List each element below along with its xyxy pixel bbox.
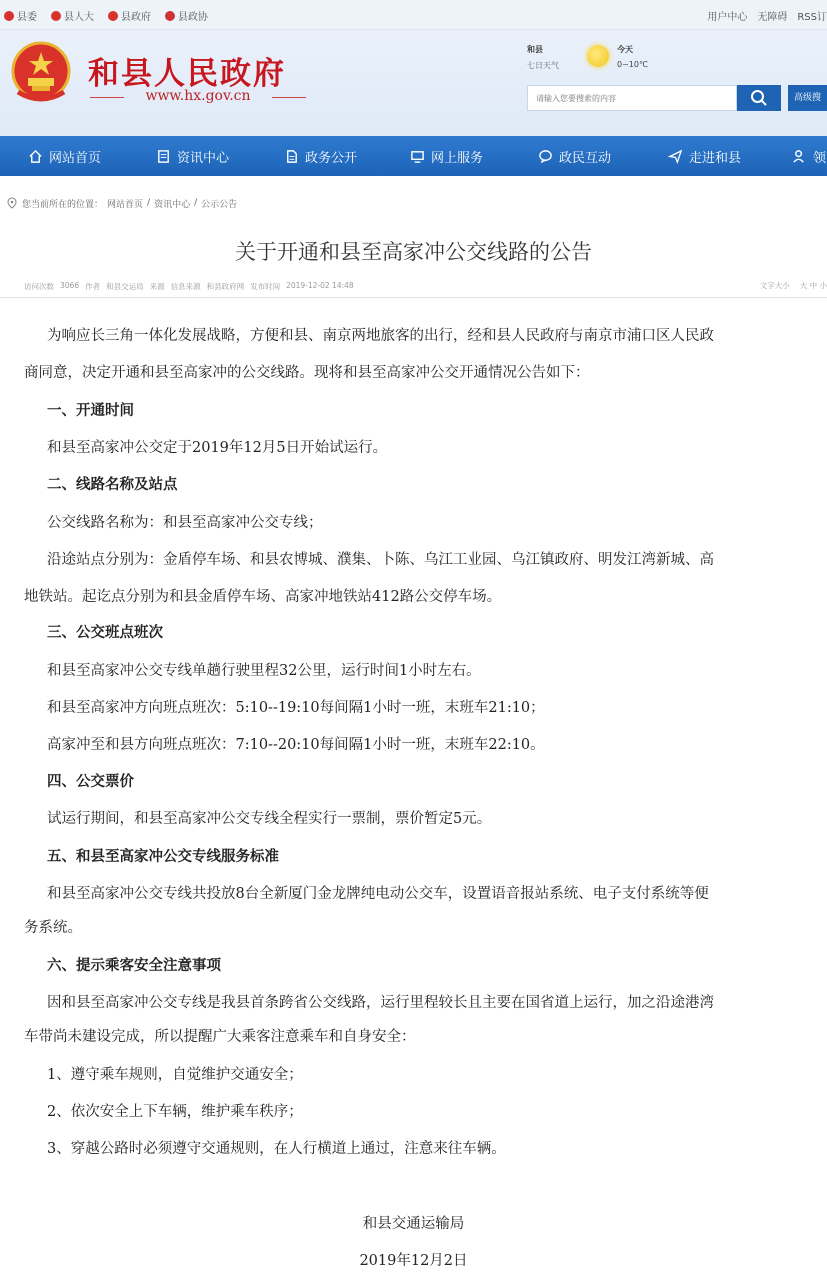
site-header (0, 30, 827, 136)
main-nav (0, 136, 827, 176)
nav-item-government-affairs[interactable]: 政务公开 (284, 136, 357, 176)
nav-item-online-services[interactable]: 网上服务 (410, 136, 483, 176)
search-icon (750, 89, 768, 107)
site-url: www.hx.gov.cn (90, 88, 306, 104)
signature-date: 2019年12月2日 (359, 1253, 468, 1269)
nav-item-about-hexian[interactable]: 走进和县 (668, 136, 741, 176)
paragraph-line: 公交线路名称为：和县至高家冲公交专线； (47, 515, 323, 531)
sun-icon (587, 45, 609, 67)
send-icon (668, 149, 683, 164)
home-icon (28, 149, 43, 164)
monitor-icon (410, 149, 425, 164)
views-count: 3066 (60, 281, 80, 290)
breadcrumb-separator: / (194, 198, 198, 208)
section-heading: 三、公交班点班次 (47, 625, 163, 641)
section-heading: 五、和县至高家冲公交专线服务标准 (47, 849, 279, 865)
nav-item-news-center[interactable]: 资讯中心 (156, 136, 229, 176)
breadcrumb-news-center[interactable]: 资讯中心 (154, 199, 191, 210)
section-heading: 六、提示乘客安全注意事项 (47, 958, 221, 974)
paragraph-line: 和县至高家冲公交专线共投放8台全新厦门金龙牌纯电动公交车，设置语音报站系统、电子支付系统等便 (47, 886, 709, 902)
chat-icon (538, 149, 553, 164)
location-pin-icon (6, 197, 18, 209)
top-link-government[interactable]: 县政府 (108, 8, 151, 23)
top-links (4, 8, 208, 23)
article-meta (0, 276, 827, 298)
origin-value: 信息来源 (170, 282, 201, 291)
emblem-icon (108, 11, 118, 21)
paragraph-line: 和县至高家冲公交定于2019年12月5日开始试运行。 (47, 440, 388, 456)
search-input[interactable] (527, 85, 737, 111)
top-link-county-committee[interactable]: 县委 (4, 8, 37, 23)
paragraph-line: 沿途站点分别为：金盾停车场、和县农博城、濮集、卜陈、乌江工业园、乌江镇政府、明发江湾新城、高 (47, 552, 714, 568)
section-heading: 二、线路名称及站点 (47, 477, 178, 493)
author-label: 作者 (85, 282, 101, 291)
weather-city: 和县 (527, 45, 543, 54)
breadcrumb-notices[interactable]: 公示公告 (201, 199, 238, 210)
paragraph-line: 和县至高家冲方向班点班次：5:10--19:10每间隔1小时一班，末班车21:10； (47, 700, 545, 716)
breadcrumb-separator: / (147, 198, 151, 208)
nav-item-home[interactable]: 网站首页 (28, 136, 101, 176)
list-item: 2、依次安全上下车辆，维护乘车秩序； (47, 1104, 303, 1120)
paragraph-line: 试运行期间，和县至高家冲公交专线全程实行一票制，票价暂定5元。 (47, 811, 492, 827)
list-item: 1、遵守乘车规则，自觉维护交通安全； (47, 1067, 303, 1083)
paragraph-line: 务系统。 (24, 920, 82, 936)
paragraph-line: 高家冲至和县方向班点班次：7:10--20:10每间隔1小时一班，末班车22:10。 (47, 737, 545, 753)
document-icon (284, 149, 299, 164)
paragraph-line: 和县至高家冲公交专线单趟行驶里程32公里，运行时间1小时左右。 (47, 663, 481, 679)
nav-item-leadership[interactable]: 领 (792, 136, 826, 176)
publisher-value: 和县政府网 (206, 282, 245, 291)
emblem-icon (4, 11, 14, 21)
breadcrumb-prefix: 您当前所在的位置： (22, 199, 104, 210)
breadcrumb-home[interactable]: 网站首页 (107, 199, 144, 210)
weather-today-label: 今天 (617, 45, 633, 54)
top-link-peoples-congress[interactable]: 县人大 (51, 8, 94, 23)
accessibility-link[interactable]: 无障碍 (757, 12, 788, 23)
breadcrumb (0, 188, 827, 218)
paragraph-line: 地铁站。起讫点分别为和县金盾停车场、高家冲地铁站412路公交停车场。 (24, 589, 502, 605)
search-button[interactable] (737, 85, 781, 111)
paragraph-line: 商同意，决定开通和县至高家冲的公交线路。现将和县至高家冲公交开通情况公告如下： (24, 365, 590, 381)
top-link-cppcc[interactable]: 县政协 (165, 8, 208, 23)
top-utility-bar (0, 0, 827, 30)
news-icon (156, 149, 171, 164)
emblem-icon (51, 11, 61, 21)
site-title[interactable]: 和县人民政府 (88, 56, 286, 92)
article-title: 关于开通和县至高家冲公交线路的公告 (235, 240, 592, 264)
publish-date-label: 发布时间 (250, 282, 281, 291)
list-item: 3、穿越公路时必须遵守交通规则，在人行横道上通过，注意来往车辆。 (47, 1141, 506, 1157)
views-label: 访问次数 (24, 282, 54, 291)
emblem-icon (165, 11, 175, 21)
user-center-link[interactable]: 用户中心 (707, 12, 748, 23)
article-body (0, 300, 827, 1281)
origin-label: 来源 (149, 282, 165, 291)
advanced-search-button[interactable]: 高级搜 (788, 85, 827, 111)
national-emblem-icon[interactable] (10, 40, 72, 106)
weather-week-link[interactable]: 七日天气 (527, 61, 559, 70)
weather-temperature: 0~10℃ (617, 60, 648, 69)
paragraph-line: 因和县至高家冲公交专线是我县首条跨省公交线路，运行里程较长且主要在国省道上运行，加之沿途港湾 (47, 995, 714, 1011)
author-value: 和县交运局 (106, 282, 144, 291)
paragraph-line: 为响应长三角一体化发展战略，方便和县、南京两地旅客的出行，经和县人民政府与南京市浦口区人民政 (47, 328, 714, 344)
section-heading: 四、公交票价 (47, 774, 134, 790)
font-size-options[interactable]: 大 中 小 (799, 281, 827, 290)
paragraph-line: 车带尚未建设完成，所以提醒广大乘客注意乘车和自身安全： (24, 1029, 416, 1045)
rss-link[interactable]: RSS订 (797, 12, 827, 23)
font-size-label: 文字大小 (759, 281, 790, 290)
nav-item-public-interaction[interactable]: 政民互动 (538, 136, 611, 176)
publish-date: 2019-12-02 14:48 (286, 281, 354, 290)
section-heading: 一、开通时间 (47, 403, 134, 419)
user-icon (792, 149, 807, 164)
signature: 和县交通运输局 (362, 1216, 465, 1232)
weather-widget[interactable] (527, 42, 667, 76)
